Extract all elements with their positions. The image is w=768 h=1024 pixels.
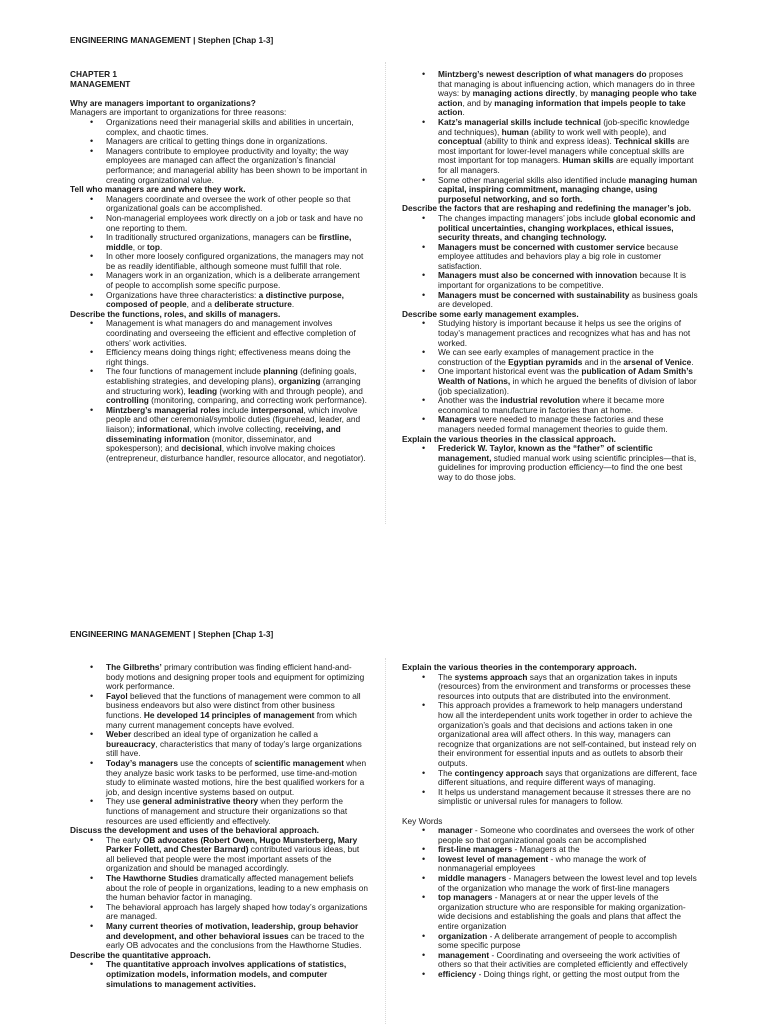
list-item: • manager - Someone who coordinates and oversees the work of other people so that organizational goals can be accomplished: [438, 826, 698, 845]
bullet-list: [402, 444, 698, 482]
paragraph: Managers are important to organizations for three reasons:: [70, 107, 287, 118]
list-item: • Some other managerial skills also identified include managing human capital, inspiring commitment, managing change, using purposeful networking, and so forth.: [438, 176, 698, 205]
list-item: • The four functions of management include planning (defining goals, establishing strategies, and developing plans), organizing (arranging and structuring work), leading (working with and through people), and controlling (monitoring, comparing, and correcting work performance).: [106, 367, 368, 405]
section-heading: Why are managers important to organizations?: [70, 97, 256, 108]
list-item: • Managers work in an organization, which is a deliberate arrangement of people to accomplish some specific purpose.: [106, 271, 368, 290]
list-item: • Another was the industrial revolution where it became more economical to manufacture in factories than at home.: [438, 396, 698, 415]
page-2: [0, 600, 768, 1024]
list-item: • Managers must be concerned with customer service because employee attitudes and behaviors play a big role in customer satisfaction.: [438, 243, 698, 272]
list-item: • management - Coordinating and overseeing the work activities of others so that their activities are completed efficiently and effectively: [438, 951, 698, 970]
list-item: • Managers coordinate and oversee the work of other people so that organizational goals can be accomplished.: [106, 195, 368, 214]
column-divider: [385, 658, 386, 1024]
bullet-list: [402, 319, 698, 434]
list-item: • Managers contribute to employee productivity and loyalty; the way employees are managed can affect the organization’s financial performance; and managerial ability has been shown to be important in creating organizational value.: [106, 147, 368, 185]
page-header: ENGINEERING MANAGEMENT | Stephen [Chap 1-3]: [70, 629, 274, 639]
list-item: • This approach provides a framework to help managers understand how all the interdependent units work together in order to achieve the organization’s goals and that decisions and actions taken in one organizational area will affect others. In this way, managers can recognize that organizations are not self-contained, but instead rely on their environment for essential inputs and as outlets to absorb their outputs.: [438, 701, 698, 768]
list-item: • Katz’s managerial skills include technical (job-specific knowledge and techniques), human (ability to work well with people), and conceptual (ability to think and express ideas). Technical skills are most important for lower-level managers while conceptual skills are most important for top managers. Human skills are equally important for all managers.: [438, 118, 698, 176]
bullet-list: [402, 70, 698, 204]
list-item: • Today’s managers use the concepts of scientific management when they analyze basic work tasks to be performed, use time-and-motion study to eliminate wasted motions, hire the best qualified workers for a job, and design incentive systems based on output.: [106, 759, 368, 797]
list-item: • Non-managerial employees work directly on a job or task and have no one reporting to them.: [106, 214, 368, 233]
list-item: • The quantitative approach involves applications of statistics, optimization models, information models, and computer simulations to management activities.: [106, 960, 368, 989]
list-item: • In other more loosely configured organizations, the managers may not be as readily identifiable, although someone must fulfill that role.: [106, 252, 368, 271]
list-item: • Organizations need their managerial skills and abilities in uncertain, complex, and chaotic times.: [106, 118, 368, 137]
bullet-list: [70, 663, 368, 826]
list-item: • Organizations have three characteristics: a distinctive purpose, composed of people, and a deliberate structure.: [106, 291, 368, 310]
bullet-list: [402, 673, 698, 807]
list-item: • The early OB advocates (Robert Owen, Hugo Munsterberg, Mary Parker Follett, and Chester Barnard) contributed various ideas, but all believed that people were the most important assets of the organization and should be managed accordingly.: [106, 836, 368, 874]
page-header: ENGINEERING MANAGEMENT | Stephen [Chap 1-3]: [70, 35, 274, 45]
bullet-list: [70, 319, 368, 463]
list-item: • Weber described an ideal type of organization he called a bureaucracy, characteristics that many of today’s large organizations still have.: [106, 730, 368, 759]
list-item: • Managers must also be concerned with innovation because It is important for organizations to be competitive.: [438, 271, 698, 290]
list-item: • top managers - Managers at or near the upper levels of the organization structure who are responsible for making organization-wide decisions and establishing the goals and plans that affect the entire organization: [438, 893, 698, 931]
list-item: • efficiency - Doing things right, or getting the most output from the: [438, 970, 698, 980]
column-divider: [385, 62, 386, 524]
list-item: • They use general administrative theory when they perform the functions of management and structure their organizations so that resources are used efficiently and effectively.: [106, 797, 368, 826]
section-heading: Describe some early management examples.: [402, 308, 579, 319]
list-item: • The contingency approach says that organizations are different, face different situations, and require different ways of managing.: [438, 769, 698, 788]
list-item: • middle managers - Managers between the lowest level and top levels of the organization who manage the work of first-line managers: [438, 874, 698, 893]
section-heading: Describe the factors that are reshaping and redefining the manager’s job.: [402, 203, 692, 214]
list-item: • We can see early examples of management practice in the construction of the Egyptian pyramids and in the arsenal of Venice.: [438, 348, 698, 367]
list-item: • Managers are critical to getting things done in organizations.: [106, 137, 368, 147]
list-item: • Many current theories of motivation, leadership, group behavior and development, and other behavioral issues can be traced to the early OB advocates and the conclusions from the Hawthorne Studies.: [106, 922, 368, 951]
list-item: • Mintzberg’s newest description of what managers do proposes that managing is about influencing action, which managers do in three ways: by managing actions directly, by managing people who take action, and by managing information that impels people to take action.: [438, 70, 698, 118]
bullet-list: [70, 195, 368, 310]
subheading: Key Words: [402, 815, 443, 826]
bullet-list: [70, 836, 368, 951]
list-item: • One important historical event was the publication of Adam Smith’s Wealth of Nations, in which he argued the benefits of division of labor (job specialization).: [438, 367, 698, 396]
list-item: • The systems approach says that an organization takes in inputs (resources) from the environment and transforms or processes these resources into outputs that are distributed into the environment.: [438, 673, 698, 702]
list-item: • The Gilbreths’ primary contribution was finding efficient hand-and-body motions and designing proper tools and equipment for optimizing work performance.: [106, 663, 368, 692]
list-item: • Managers were needed to manage these factories and these managers needed formal management theories to guide them.: [438, 415, 698, 434]
list-item: • first-line managers - Managers at the: [438, 845, 698, 855]
bullet-list: [402, 214, 698, 310]
right-column: [402, 70, 698, 483]
section-heading: Describe the quantitative approach.: [70, 949, 211, 960]
chapter-heading: MANAGEMENT: [70, 78, 131, 89]
list-item: • Mintzberg’s managerial roles include interpersonal, which involve people and other ceremonial/symbolic duties (figurehead, leader, and liaison); informational, which involve collecting, receiving, and disseminating information (monitor, disseminator, and spokesperson); and decisional, which involve making choices (entrepreneur, disturbance handler, resource allocator, and negotiator).: [106, 406, 368, 464]
list-item: • Managers must be concerned with sustainability as business goals are developed.: [438, 291, 698, 310]
section-heading: Tell who managers are and where they work.: [70, 184, 246, 195]
section-heading: Explain the various theories in the contemporary approach.: [402, 662, 637, 672]
right-column: [402, 663, 698, 980]
bullet-list: [402, 826, 698, 980]
list-item: • Efficiency means doing things right; effectiveness means doing the right things.: [106, 348, 368, 367]
list-item: • Fayol believed that the functions of management were common to all business endeavors but also were distinct from other business functions. He developed 14 principles of management from which many current management concepts have evolved.: [106, 692, 368, 730]
bullet-list: [70, 118, 368, 185]
list-item: • Frederick W. Taylor, known as the “father” of scientific management, studied manual work using scientific principles—that is, guidelines for improving production efficiency—to find the one best way to do those jobs.: [438, 444, 698, 482]
list-item: • Management is what managers do and management involves coordinating and overseeing the efficient and effective completion of others’ work activities.: [106, 319, 368, 348]
section-heading: Describe the functions, roles, and skills of managers.: [70, 308, 281, 319]
list-item: • It helps us understand management because it stresses there are no simplistic or universal rules for managers to follow.: [438, 788, 698, 807]
left-column: [70, 70, 368, 463]
bullet-list: [70, 960, 368, 989]
list-item: • organization - A deliberate arrangement of people to accomplish some specific purpose: [438, 932, 698, 951]
list-item: • In traditionally structured organizations, managers can be firstline, middle, or top.: [106, 233, 368, 252]
list-item: • The changes impacting managers’ jobs include global economic and political uncertainties, changing workplaces, ethical issues, security threats, and changing technology.: [438, 214, 698, 243]
list-item: • The Hawthorne Studies dramatically affected management beliefs about the role of people in organizations, leading to a new emphasis on the human behavior factor in managing.: [106, 874, 368, 903]
chapter-heading: CHAPTER 1: [70, 69, 118, 79]
list-item: • lowest level of management - who manage the work of nonmanagerial employees: [438, 855, 698, 874]
left-column: [70, 663, 368, 989]
spacer: [402, 807, 698, 817]
list-item: • Studying history is important because it helps us see the origins of today’s management practices and recognizes what has and has not worked.: [438, 319, 698, 348]
section-heading: Explain the various theories in the classical approach.: [402, 433, 616, 444]
list-item: • The behavioral approach has largely shaped how today’s organizations are managed.: [106, 903, 368, 922]
section-heading: Discuss the development and uses of the behavioral approach.: [70, 825, 319, 836]
